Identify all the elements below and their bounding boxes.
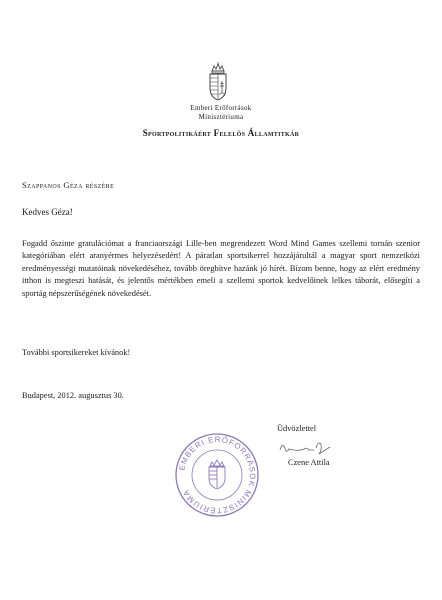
ministry-name-line1: Emberi Erőforrások [190,104,252,112]
stamp-crest-icon [209,460,225,489]
signer-name: Czene Attila [288,458,330,467]
state-secretary-title: Sportpolitikáért Felelős Államtitkár [142,128,300,138]
official-stamp [174,432,260,518]
stamp-text: EMBERI ERŐFORRÁSOK MINISZTÉRIUMA [177,434,258,516]
closing-wish: További sportsikereket kívánok! [22,348,131,357]
handwritten-signature [278,438,334,458]
regards: Üdvözlettel [277,424,317,433]
place-date: Budapest, 2012. augusztus 30. [22,391,124,400]
letter-body: Fogadd őszinte gratulációmat a franciaországi Lille-ben megrendezett Word Mind Games szellemi tornán szenior kategóriában elért aranyérmes helyezésedért! A páratlan sportsikerrel hozzájárultál a magyar sport nemzetközi eredményességi mutatóinak növekedéséhez, tovább öregbítve hazánk jó hírét. Bízom benne, hogy az elért eredmény itthon is megteszi hatását, és jelentős mértékben emeli a szellemi sportok kedvelőinek lelkes táborát, elősegíti a sportág népszerűségének növekedését. [22,239,420,298]
addressee: Szappanos Géza részére [22,180,115,190]
salutation: Kedves Géza! [22,207,73,217]
ministry-name-line2: Minisztériuma [198,113,244,121]
hungarian-coat-of-arms-icon [204,62,232,102]
